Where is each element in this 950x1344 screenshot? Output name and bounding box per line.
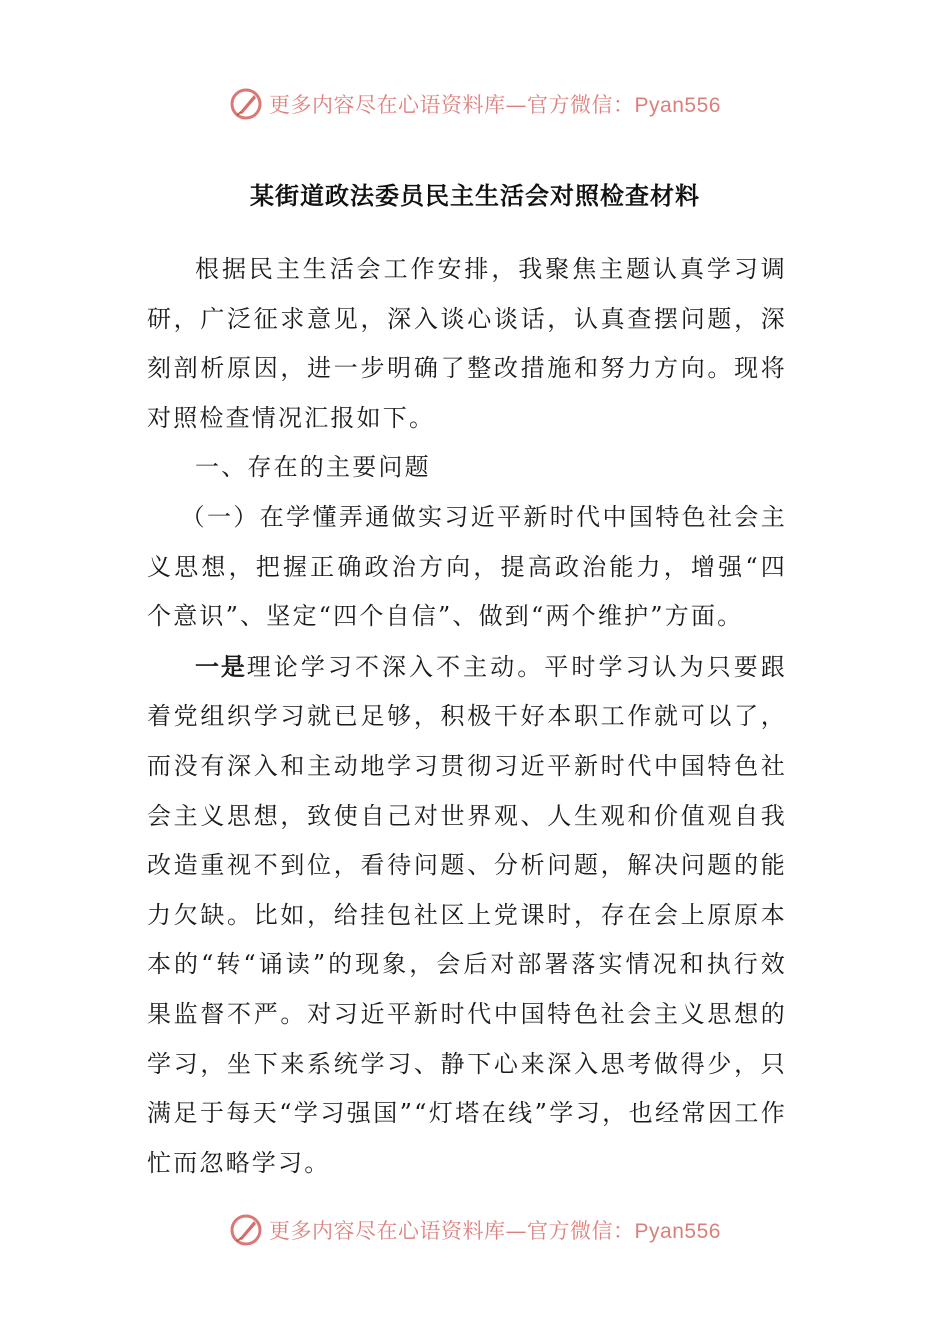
- watermark-wechat-id: Pyan556: [634, 1220, 721, 1243]
- watermark-text: 更多内容尽在心语资料库—官方微信：Pyan556: [269, 1219, 721, 1243]
- subsection-paragraph: （一）在学懂弄通做实习近平新时代中国特色社会主义思想，把握正确政治方向，提高政治能力，增强“四个意识”、坚定“四个自信”、做到“两个维护”方面。: [147, 502, 787, 631]
- intro-paragraph: 根据民主生活会工作安排，我聚焦主题认真学习调研，广泛征求意见，深入谈心谈话，认真查摆问题，深刻剖析原因，进一步明确了整改措施和努力方向。现将对照检查情况汇报如下。: [147, 255, 787, 432]
- document-title: 某街道政法委员民主生活会对照检查材料: [250, 181, 700, 210]
- watermark-banner-bottom: [0, 1210, 950, 1250]
- watermark-text: 更多内容尽在心语资料库—官方微信：Pyan556: [269, 93, 721, 117]
- point-paragraph: [147, 642, 787, 1189]
- watermark-banner-top: [0, 84, 950, 124]
- point-label: 一是: [195, 651, 247, 681]
- watermark-wechat-id: Pyan556: [634, 94, 721, 117]
- document-body: [147, 245, 787, 1188]
- quill-logo-icon: [229, 1213, 263, 1247]
- quill-logo-icon: [229, 87, 263, 121]
- section-heading: 一、存在的主要问题: [195, 453, 431, 482]
- point-text: 理论学习不深入不主动。平时学习认为只要跟着党组织学习就已足够，积极干好本职工作就可以了，而没有深入和主动地学习贯彻习近平新时代中国特色社会主义思想，致使自己对世界观、人生观和价值观自我改造重视不到位，看待问题、分析问题，解决问题的能力欠缺。比如，给挂包社区上党课时，存在会上原原本本的“转“诵读”的现象，会后对部署落实情况和执行效果监督不严。对习近平新时代中国特色社会主义思想的学习，坐下来系统学习、静下心来深入思考做得少，只满足于每天“学习强国”“灯塔在线”学习，也经常因工作忙而忽略学习。: [147, 652, 788, 1177]
